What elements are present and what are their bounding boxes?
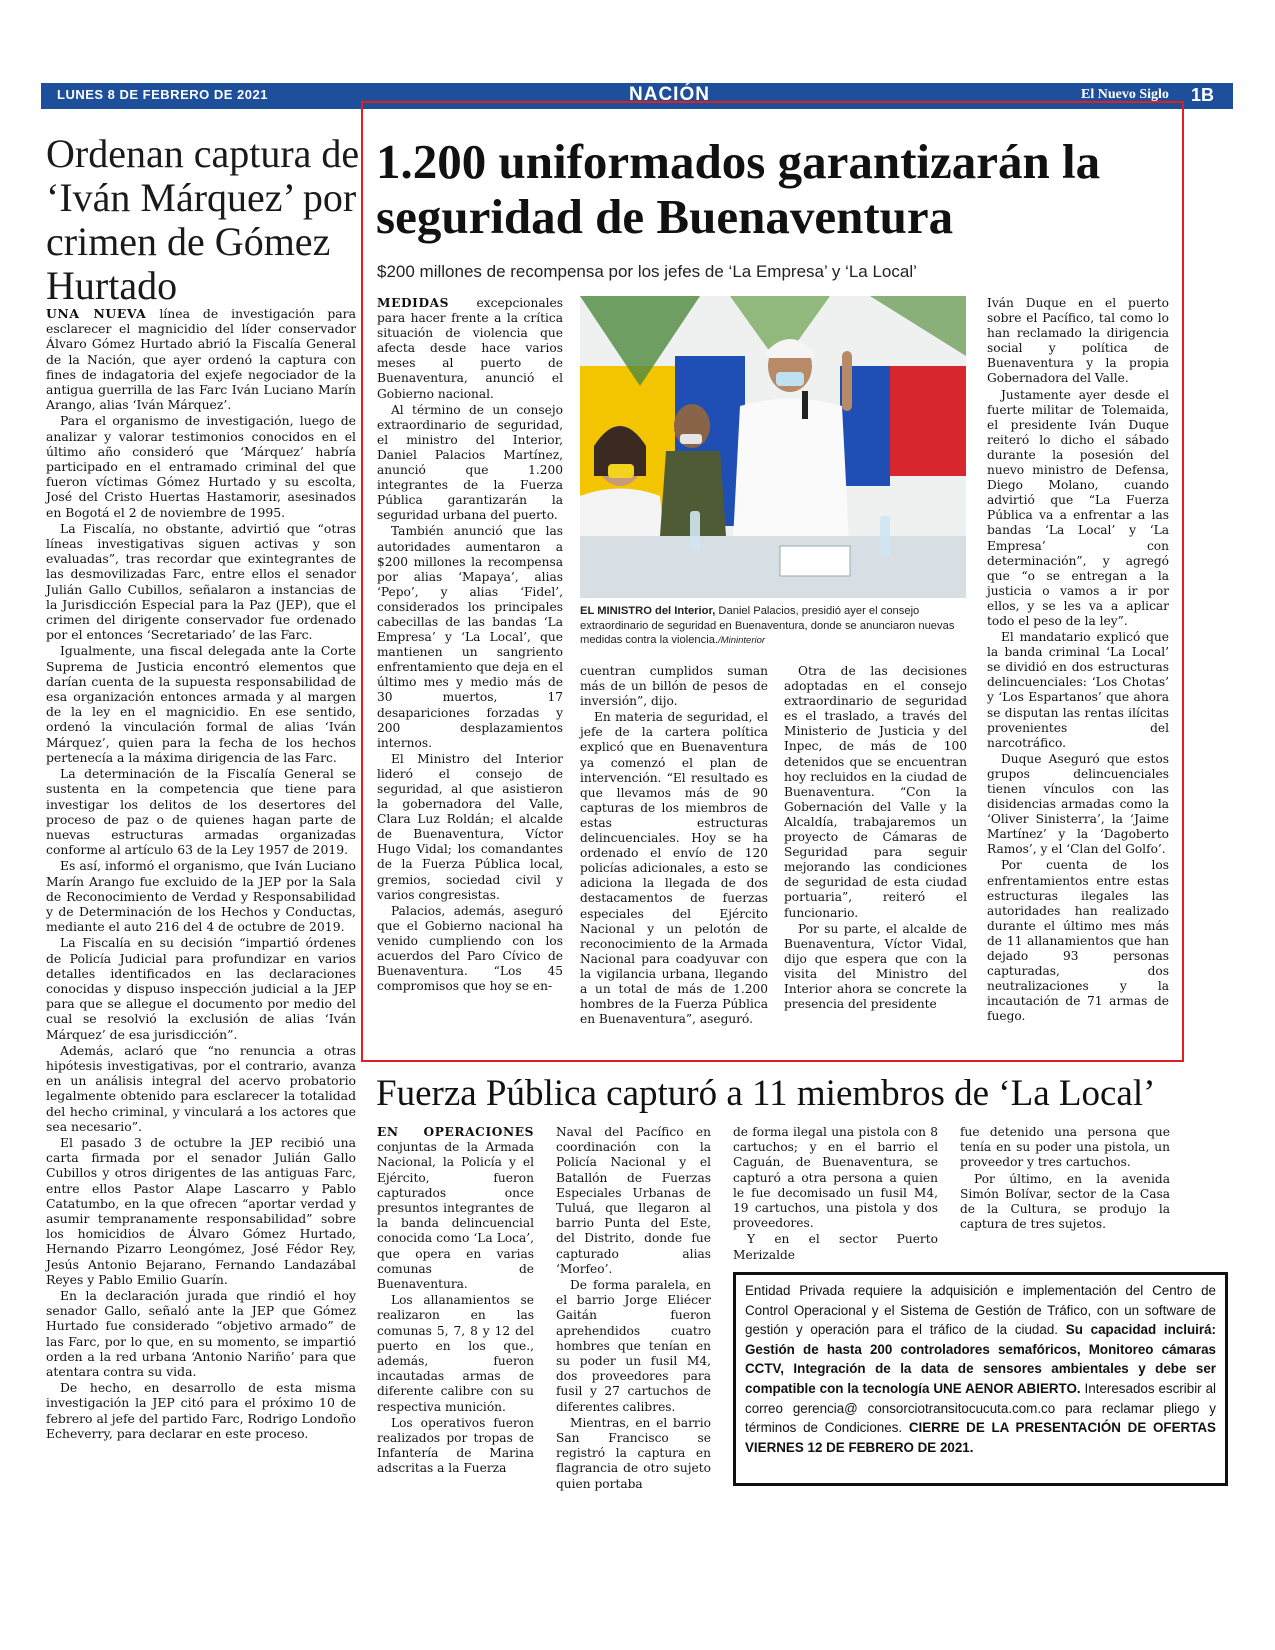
- main-article-paragraph: MEDIDAS excepcionales para hacer frente a la crítica situación de violencia que afecta desde hace varios meses al puerto de Buenaventura, anunció el Gobierno nacional.: [377, 296, 563, 401]
- left-article-paragraph: Es así, informó el organismo, que Iván Luciano Marín Arango fue excluido de la JEP por la Sala de Reconocimiento de Verdad y Responsabilidad y de Determinación de los Hechos y Conductas, mediante el auto 216 del 4 de octubre de 2019.: [46, 858, 356, 935]
- left-article-paragraph: Además, aclaró que “no renuncia a otras hipótesis investigativas, por el contrario, avanza en un análisis integral del acervo probatorio legalmente obtenido para esclarecer la totalidad del hecho criminal, y vinculará a los actores que sea necesario”.: [46, 1042, 356, 1134]
- main-article-paragraph: En materia de seguridad, el jefe de la cartera política explicó que en Buenaventura ya comenzó el plan de intervención. “El resultado es que llevamos más de 90 capturas de los miembros de estas estructuras delincuenciales. Hoy se ha ordenado el envío de 120 policías adicionales, a esto se adiciona la llegada de dos destacamentos de fuerzas especiales del Ejército Nacional y un pelotón de reconocimiento de la Armada Nacional para coadyuvar con la vigilancia urbana, llegando a un total de más de 1.200 hombres de la Fuerza Pública en Buenaventura”, aseguró.: [580, 710, 768, 1027]
- second-article-column-2: [556, 1125, 711, 1493]
- main-article-column-4: [987, 296, 1169, 1026]
- main-article-paragraph: Iván Duque en el puerto sobre el Pacífico, tal como lo han reclamado la dirigencia social y política de Buenaventura y la propia Gobernadora del Valle.: [987, 296, 1169, 386]
- flag-red-stripe: [880, 366, 966, 476]
- main-article-paragraph: El Ministro del Interior lideró el consejo de seguridad, al que asistieron la gobernadora del Valle, Clara Luz Roldán; el alcalde de Buenaventura, Víctor Hugo Vidal; los comandantes de la Fuerza Pública local, gremios, sociedad civil y varios congresistas.: [377, 751, 563, 902]
- main-article-column-3: [784, 664, 967, 1013]
- main-article-column-1: [377, 296, 563, 995]
- left-article-paragraph: La Fiscalía, no obstante, advirtió que “otras líneas investigativas siguen activas y son evaluadas”, tras recordar que exintegrantes de las desmovilizadas Farc, entre ellos el senador Julián Gallo Cubillos, señalaron a instancias de la Jurisdicción Especial para la Paz (JEP), que el crimen del dirigente conservador fue ordenado por el entonces ‘Secretariado’ de las Farc.: [46, 520, 356, 643]
- page-number: 1B: [1191, 85, 1215, 105]
- second-article-paragraph: Los allanamientos se realizaron en las comunas 5, 7, 8 y 12 del puerto en los que., además, fueron incautadas armas de diferente calibre con su respectiva munición.: [377, 1293, 534, 1414]
- left-article-paragraph: UNA NUEVA línea de investigación para esclarecer el magnicidio del líder conservador Álvaro Gómez Hurtado abrió la Fiscalía General de la Nación, que ayer ordenó la captura con fines de indagatoria del exjefe negociador de la antigua guerrilla de las Farc Iván Luciano Marín Arango, alias ‘Iván Márquez’.: [46, 306, 356, 413]
- classified-advertisement: [733, 1272, 1228, 1486]
- lead-in: MEDIDAS: [377, 296, 450, 310]
- main-article-paragraph: Al término de un consejo extraordinario de seguridad, el ministro del Interior, Daniel Palacios Martínez, anunció que 1.200 integrantes de la Fuerza Pública garantizarán la seguridad urbana del puerto.: [377, 402, 563, 523]
- caption-lead: EL MINISTRO del Interior,: [580, 605, 716, 617]
- second-article-column-3: [733, 1125, 938, 1264]
- main-article-paragraph: También anunció que las autoridades aumentaron a $200 millones la recompensa por alias ‘Mapaya’, alias ‘Pepo’, y alias ‘Fidel’, considerados los principales cabecillas de las bandas ‘La Empresa’ y ‘La Local’, que mantienen un sangriento enfrentamiento que deja en el último mes y medio más de 30 muertos, 17 desapariciones forzadas y 200 desplazamientos internos.: [377, 524, 563, 750]
- second-article-paragraph: De forma paralela, en el barrio Jorge Eliécer Gaitán fueron aprehendidos cuatro hombres que tenían en su poder un fusil M4, dos proveedores para fusil y 27 cartuchos de diferentes calibres.: [556, 1278, 711, 1414]
- main-article-paragraph: Por cuenta de los enfrentamientos entre estas estructuras ilegales las autoridades han realizado durante el último mes más de 11 allanamientos que han dejado 93 personas capturadas, dos neutralizaciones y la incautación de 71 armas de fuego.: [987, 858, 1169, 1024]
- water-bottle: [690, 511, 700, 551]
- photo-illustration: [580, 296, 966, 598]
- second-article-paragraph: Y en el sector Puerto Merizalde: [733, 1232, 938, 1262]
- second-article-column-1: [377, 1125, 534, 1478]
- second-article-paragraph: Los operativos fueron realizados por tropas de Infantería de Marina adscritas a la Fuerza: [377, 1415, 534, 1476]
- ad-text-deadline: CIERRE DE LA PRESENTACIÓN DE OFERTAS VIERNES 12 DE FEBRERO DE 2021.: [745, 1420, 1216, 1455]
- photo-caption: [580, 604, 970, 649]
- name-placard: [780, 546, 850, 576]
- main-article-paragraph: El mandatario explicó que la banda criminal ‘La Local’ se dividió en dos estructuras delincuenciales: ‘Los Chotas’ y ‘Los Espartanos’ que ahora se disputan las rentas ilícitas provenientes del narcotráfico.: [987, 630, 1169, 750]
- main-article-column-2: [580, 664, 768, 1028]
- left-article-paragraph: Para el organismo de investigación, luego de analizar y valorar testimonios conocidos en el último año consideró que ‘Márquez’ habría participado en el entramado criminal del que fueron víctimas Gómez Hurtado y su escolta, José del Cristo Huertas Hastamorir, asesinados en Bogotá el 2 de noviembre de 1995.: [46, 413, 356, 520]
- main-article-paragraph: Duque Aseguró que estos grupos delincuenciales tienen vínculos con las disidencias armadas como la ‘Oliver Sinisterra’, la ‘Jaime Martínez’ y la ‘Dagoberto Ramos’, y el ‘Clan del Golfo’.: [987, 751, 1169, 857]
- caption-text: Daniel Palacios, presidió ayer el consejo extraordinario de seguridad en Buenaventura, donde se anunciaron nuevas medidas contra la violencia.: [580, 605, 955, 646]
- ad-text-intro: Entidad Privada requiere la adquisición e implementación del Centro de Control Operacional y el Sistema de Gestión de Tráfico, con un software de gestión y operación para el tráfico de la ciudad.: [745, 1283, 1216, 1338]
- left-article-paragraph: La determinación de la Fiscalía General se sustenta en la competencia que tiene para investigar los delitos de los desertores del proceso de paz o de quienes hagan parte de nuevas estructuras armadas organizadas conforme al artículo 63 de la Ley 1957 de 2019.: [46, 766, 356, 858]
- table: [580, 536, 966, 598]
- second-article-paragraph: Por último, en la avenida Simón Bolívar, sector de la Casa de la Cultura, se produjo la captura de tres sujetos.: [960, 1171, 1170, 1232]
- left-article-paragraph: En la declaración jurada que rindió el hoy senador Gallo, señaló ante la JEP que Gómez Hurtado fue considerado “objetivo armado” de las Farc, por lo que, en su momento, se impartió orden a la red urbana ‘Antonio Nariño’ para que atentara contra su vida.: [46, 1288, 356, 1380]
- left-article-paragraph: Igualmente, una fiscal delegada ante la Corte Suprema de Justicia encontró elementos que darían cuenta de la supuesta responsabilidad de esa organización entonces armada y al margen de la ley en el magnicidio. En ese sentido, ordenó la vinculación formal de alias ‘Iván Márquez’, quien para la fecha de los hechos pertenecía a la máxima dirigencia de las Farc.: [46, 643, 356, 765]
- second-article-column-4: [960, 1125, 1170, 1233]
- ad-text-capacity: Su capacidad incluirá: Gestión de hasta 200 controladores semafóricos, Monitoreo cámaras CCTV, Integración de la data de sensores ambientales y debe ser compatible con la tecnología UNE AENOR ABIERTO.: [745, 1322, 1216, 1396]
- ad-text-contact: Interesados escribir al correo gerencia@ consorciotransitocucuta.com.co para reclamar pliego y términos de Condiciones.: [745, 1380, 1216, 1436]
- main-article-paragraph: Otra de las decisiones adoptadas en el consejo extraordinario de seguridad es el traslado, a través del Ministerio de Justicia y del Inpec, de más de 100 detenidos que se encuentran hoy recluidos en la ciudad de Buenaventura. “Con la Gobernación del Valle y la Alcaldía, trabajaremos un proyecto de Cámaras de Seguridad para seguir mejorando las condiciones de seguridad de esta ciudad portuaria”, reiteró el funcionario.: [784, 664, 967, 920]
- main-article-paragraph: Por su parte, el alcalde de Buenaventura, Víctor Vidal, dijo que espera que con la visita del Ministro del Interior ahora se concrete la presencia del presidente: [784, 921, 967, 1012]
- lead-in: UNA NUEVA: [46, 306, 147, 321]
- left-article-headline: Ordenan captura de ‘Iván Márquez’ por crimen de Gómez Hurtado: [46, 131, 360, 308]
- issue-date: LUNES 8 DE FEBRERO DE 2021: [57, 87, 268, 102]
- caption-credit: /Mininterior: [718, 635, 766, 646]
- main-article-paragraph: cuentran cumplidos suman más de un billón de pesos de inversión”, dijo.: [580, 664, 768, 709]
- main-article-headline: 1.200 uniformados garantizarán la seguridad de Buenaventura: [376, 134, 1101, 244]
- second-article-paragraph: Naval del Pacífico en coordinación con la Policía Nacional y el Batallón de Fuerzas Especiales Urbanas de Tuluá, que llegaron al barrio Punta del Este, del Distrito, donde fue capturado alias ‘Morfeo’.: [556, 1125, 711, 1276]
- second-article-paragraph: de forma ilegal una pistola con 8 cartuchos; y en el barrio el Caguán, de Buenaventura, se capturó a otra persona a quien le fue decomisado un fusil M4, 19 cartuchos, una pistola y dos proveedores.: [733, 1125, 938, 1231]
- section-title: NACIÓN: [629, 84, 710, 105]
- left-article-paragraph: La Fiscalía en su decisión “impartió órdenes de Policía Judicial para profundizar en varios detalles identificados en las declaraciones conocidas y dispuso inspección judicial a la JEP para que se allegue el documento por medio del cual se resolvió la exclusión de alias ‘Iván Márquez’ de esa jurisdicción”.: [46, 935, 356, 1042]
- left-article-paragraph: El pasado 3 de octubre la JEP recibió una carta firmada por el senador Julián Gallo Cubillos y otros dirigentes de las antiguas Farc, entre ellos Pastor Alape Lascarro y Pablo Catatumbo, en la que ofrecen “aportar verdad y asumir tempranamente responsabilidad” sobre los homicidios de Álvaro Gómez Hurtado, Hernando Pizarro Leongómez, José Fédor Rey, Jesús Antonio Bejarano, Fernando Landazábal Reyes y Pablo Emilio Guarín.: [46, 1134, 356, 1287]
- second-article-paragraph: Mientras, en el barrio San Francisco se registró la captura en flagrancia de otro sujeto quien portaba: [556, 1415, 711, 1491]
- lead-in: EN OPERACIONES: [377, 1125, 534, 1139]
- minister-photo: [580, 296, 966, 598]
- second-article-paragraph: fue detenido una persona que tenía en su poder una pistola, un proveedor y tres cartuchos.: [960, 1125, 1170, 1170]
- left-article-paragraph: De hecho, en desarrollo de esta misma investigación la JEP citó para el próximo 10 de febrero al jefe del partido Farc, Rodrigo Londoño Echeverry, para declarar en este proceso.: [46, 1380, 356, 1441]
- second-article-headline: Fuerza Pública capturó a 11 miembros de ‘La Local’: [376, 1073, 1156, 1114]
- newspaper-brand: El Nuevo Siglo: [1081, 87, 1169, 102]
- main-article-subheadline: $200 millones de recompensa por los jefes de ‘La Empresa’ y ‘La Local’: [377, 262, 917, 281]
- main-article-paragraph: Justamente ayer desde el fuerte militar de Tolemaida, el presidente Iván Duque reiteró lo dicho el sábado durante la posesión del nuevo ministro de Defensa, Diego Molano, cuando advirtió que “La Fuerza Pública va a enfrentar a las bandas ‘La Local’ y ‘La Empresa’ con determinación”, y agregó que “o se entregan a la justicia o vamos a ir por ellos, y se les va a aplicar todo el peso de la ley”.: [987, 387, 1169, 628]
- left-article-body: [46, 306, 356, 1442]
- second-article-paragraph: EN OPERACIONES conjuntas de la Armada Nacional, la Policía y el Ejército, fueron capturados once presuntos integrantes de la banda delincuencial conocida como ‘La Loca’, que opera en varias comunas de Buenaventura.: [377, 1125, 534, 1292]
- main-article-paragraph: Palacios, además, aseguró que el Gobierno nacional ha venido cumpliendo con los acuerdos del Paro Cívico de Buenaventura. “Los 45 compromisos que hoy se en-: [377, 903, 563, 994]
